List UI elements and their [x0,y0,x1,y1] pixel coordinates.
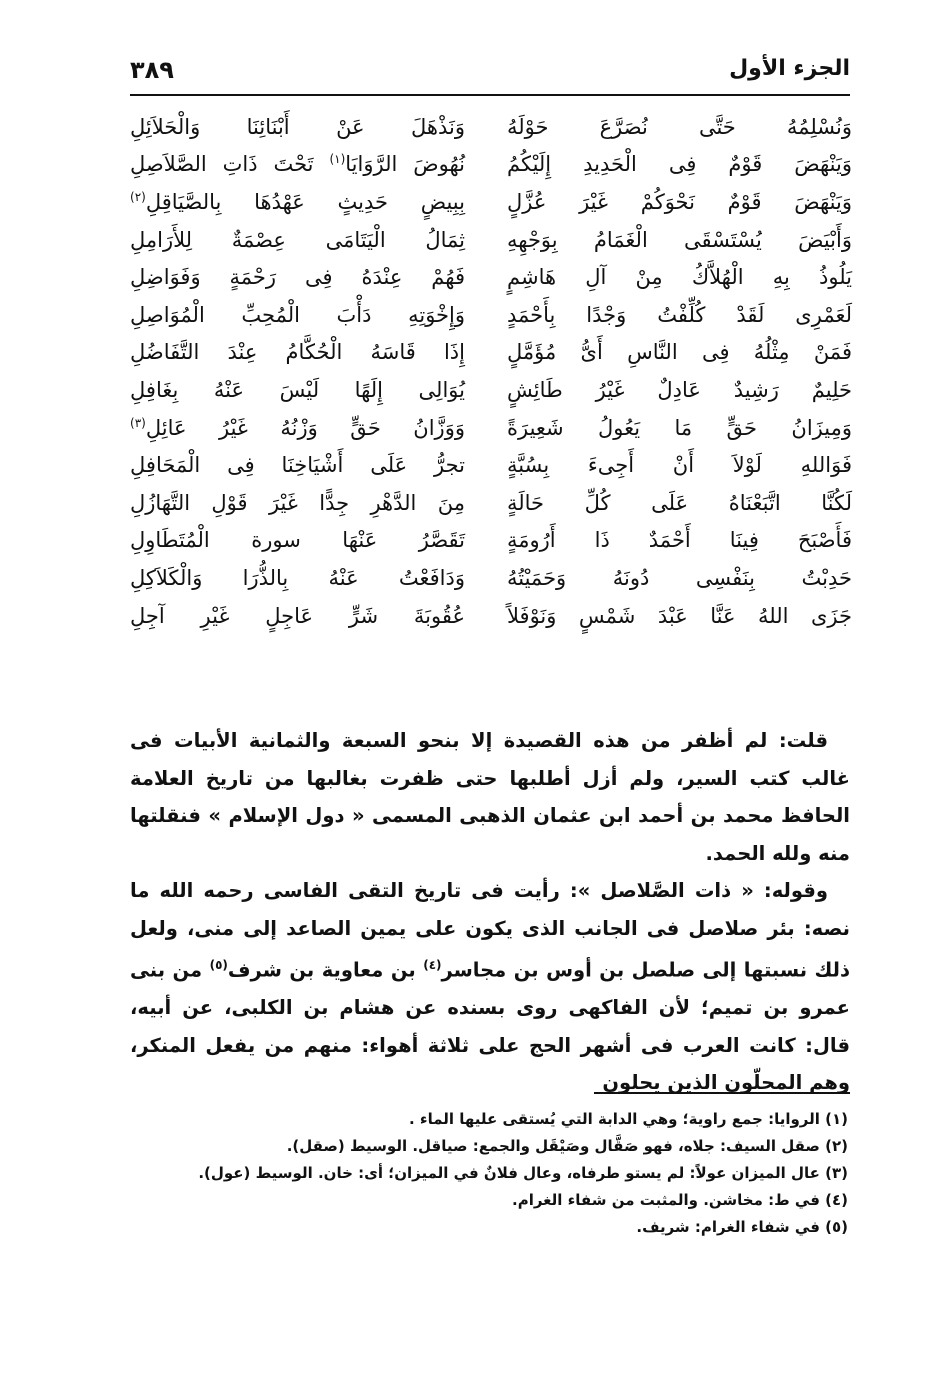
text-segment: إِذَا قَاسَهُ الْحُكَّامُ عِنْدَ التَّفَاضُلِ [130,340,465,365]
footnote-marker[interactable]: (٥) [209,958,228,972]
second-hemistich [130,303,465,327]
second-hemistich [130,340,465,364]
verse [130,371,852,409]
text-segment: لَكُنَّا اتَّبَعْنَاهُ عَلَى كُلِّ حَالَةٍ [507,490,852,515]
verse [130,334,852,372]
verse [130,258,852,296]
running-title: الجزء الأول [729,56,850,81]
verse [130,296,852,334]
text-segment: نُهُوضَ الرَّوَايَا [345,152,465,177]
verse [130,146,852,184]
page-number: ٣٨٩ [130,56,174,84]
verse [130,446,852,484]
verse [130,183,852,221]
first-hemistich [507,416,852,440]
text-segment: فَأَصْبَحَ فِينَا أَحْمَدٌ ذَا أَرُومَةٍ [507,528,852,553]
text-segment: فَوَاللهِ لَوْلاَ أَنْ أَجِىءَ بِسُبَّةٍ [507,453,852,478]
text-segment: لَعَمْرِى لَقَدْ كُلِّفْتُ وَجْدًا بِأَحْمَدٍ [507,302,852,327]
footnote-marker[interactable]: (٢) [130,189,146,204]
poem [130,108,852,634]
text-segment: جَزَى اللهُ عَنَّا عَبْدَ شَمْسٍ وَنَوْفَلاً [507,603,852,628]
verse [130,221,852,259]
verse [130,522,852,560]
second-hemistich [130,604,465,628]
verse [130,409,852,447]
text-segment: حَدِبْتُ بِنَفْسِى دُونَهُ وَحَمَيْتُهُ [507,565,852,590]
text-segment: مِنَ الدَّهْرِ جِدًّا غَيْرَ قَوْلِ التَّهَازُلِ [130,490,465,515]
first-hemistich [507,190,852,214]
second-hemistich [130,152,465,176]
footnote-marker[interactable]: (٤) [423,958,442,972]
paragraph [130,722,850,872]
verse [130,597,852,635]
commentary [130,722,850,1102]
second-hemistich [130,453,465,477]
second-hemistich [130,115,465,139]
text-segment: وَإِخْوَتِهِ دَأْبَ الْمُحِبِّ الْمُوَاصِلِ [130,302,465,327]
text-segment: وقوله: « ذات الصَّلاصل »: رأيت فى تاريخ التقى الفاسى رحمه الله ما نصه: بئر صلاصل فى الجانب الذى يكون على يمين الصاعد إلى منى، ولعل ذلك نسبتها إلى صلصل بن أوس بن مجاسر [130,879,850,982]
text-segment: بن معاوية بن شرف [227,958,424,982]
first-hemistich [507,604,852,628]
text-segment: تجرُّ عَلَى أَشْيَاخِنَا فِى الْمَحَافِلِ [130,453,465,478]
second-hemistich [130,228,465,252]
first-hemistich [507,491,852,515]
first-hemistich [507,340,852,364]
text-segment: ثِمَالُ الْيَتَامَى عِصْمَةٌ لِلأَرَامِلِ [130,227,465,252]
second-hemistich [130,491,465,515]
text-segment: يَلُوذُ بِهِ الْهُلاَّكُ مِنْ آلِ هَاشِمٍ [507,265,852,290]
first-hemistich [507,115,852,139]
footnote: (٤) في ط: مخاشن. والمثبت من شفاء الغرام. [512,1191,848,1209]
text-segment: وَوَزَّانُ حَقٍّ وَزْنُهُ غَيْرُ عَائِلِ [145,415,465,440]
text-segment: وَيَنْهَضَ قَوْمٌ فِى الْحَدِيدِ إِلَيْكُمُ [507,152,852,177]
footnote: (٥) في شفاء الغرام: شريف. [636,1218,848,1236]
text-segment: تَحْتَ ذَاتِ الصَّلاَصِلِ [130,152,330,177]
first-hemistich [507,378,852,402]
footnote-divider [594,1092,850,1094]
text-segment: تَقَصَّرُ عَنْهَا سورة الْمُتَطَاوِلِ [130,528,465,553]
text-segment: عُقُوبَةَ شَرٍّ عَاجِلٍ غَيْرِ آجِلِ [130,603,465,628]
page-header [130,50,850,96]
text-segment: حَلِيمٌ رَشِيدٌ عَادِلٌ غَيْرُ طَائِشٍ [507,377,852,402]
footnote-marker[interactable]: (١) [329,152,346,167]
text-segment: فَهُمْ عِنْدَهُ فِى رَحْمَةٍ وَفَوَاضِلِ [130,265,465,290]
text-segment: وَدَافَعْتُ عَنْهُ بِالذُّرَا وَالْكَلاَكِلِ [130,565,465,590]
text-segment: وَأَبْيَضَ يُسْتَسْقَى الْغَمَامُ بِوَجْهِهِ [507,227,852,252]
second-hemistich [130,265,465,289]
text-segment: بِبِيضٍ حَدِيثٍ عَهْدُهَا بِالصَّيَاقِلِ [145,189,465,214]
text-segment: وَيَنْهَضَ قَوْمٌ نَحْوَكُمْ غَيْرَ عُزَّلٍ [507,189,852,214]
first-hemistich [507,303,852,327]
first-hemistich [507,152,852,176]
second-hemistich [130,566,465,590]
second-hemistich [130,528,465,552]
verse [130,484,852,522]
footnote: (١) الروايا: جمع راوية؛ وهي الدابة التي يُستقى عليها الماء . [409,1110,848,1128]
footnote-marker[interactable]: (٣) [130,415,146,430]
text-segment: وَنُسْلِمُهُ حَتَّى نُصَرَّعَ حَوْلَهُ [507,114,852,139]
text-segment: قلت: لم أظفر من هذه القصيدة إلا بنحو السبعة والثمانية الأبيات فى غالب كتب السير، ولم أزل أطلبها حتى ظفرت بغالبها من تاريخ العلامة الحافظ محمد بن أحمد ابن عثمان الذهبى المسمى « دول الإسلام » فنقلتها منه ولله الحمد. [130,729,850,865]
footnote: (٣) عال الميزان عولاً: لم يستو طرفاه، وعال فلانٌ في الميزان؛ أى: خان. الوسيط (عول). [198,1164,848,1182]
first-hemistich [507,566,852,590]
second-hemistich [130,416,465,440]
verse [130,108,852,146]
text-segment: من بنى عمرو بن تميم؛ لأن الفاكهى روى بسنده عن هشام بن الكلبى، عن أبيه، قال: كانت العرب فى أشهر الحج على ثلاثة أهواء: منهم من يفعل المنكر، وهم المحلّون الذين يحلون [130,958,850,1094]
first-hemistich [507,453,852,477]
text-segment: وَنَذْهَلَ عَنْ أَبْنَائِنَا وَالْحَلاَئِلِ [130,114,465,139]
first-hemistich [507,265,852,289]
footnotes [130,1106,848,1241]
first-hemistich [507,528,852,552]
first-hemistich [507,228,852,252]
second-hemistich [130,190,465,214]
footnote: (٢) صقل السيف: جلاه، فهو صَقَّال وصَيْقَل والجمع: صياقل. الوسيط (صقل). [286,1137,848,1155]
text-segment: وَمِيزَانُ حَقٍّ مَا يَعُولُ شَعِيرَةً [507,415,852,440]
text-segment: فَمَنْ مِثْلُهُ فِى النَّاسِ أَىُّ مُؤَمَّلٍ [507,340,852,365]
text-segment: يُوَالِى إِلَهًا لَيْسَ عَنْهُ بِغَافِلِ [130,377,465,402]
second-hemistich [130,378,465,402]
paragraph [130,872,850,1102]
verse [130,559,852,597]
